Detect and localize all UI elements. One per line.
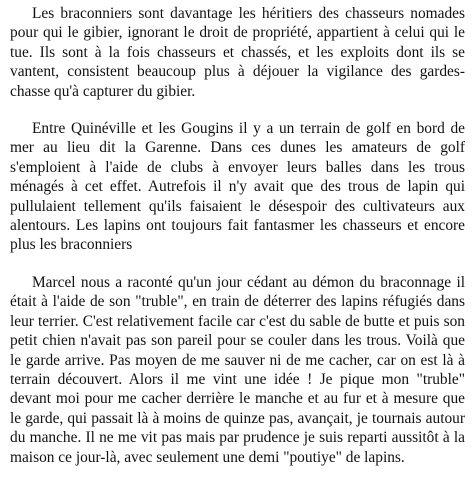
paragraph-braconniers: Les braconniers sont davantage les héritiers des chasseurs nomades pour qui le gibier, ignorant le droit de propriété, appartient à celui qui le tue. Ils sont à la fois chasseurs et chassés, et les exploits dont ils se vantent, consistent beaucoup plus à déjouer la vigilance des gardes-chasse qu'à capturer du gibier. [10,5,465,100]
paragraph-marcel-truble: Marcel nous a raconté qu'un jour cédant au démon du braconnage il était à l'aide de son "truble", en train de déterrer des lapins réfugiés dans leur terrier. C'est relativement facile car c'est du sable de butte et puis son petit chien n'avait pas son pareil pour se couler dans les trous. Voilà que le garde arrive. Pas moyen de me sauver ni de me cacher, car on est là à terrain découvert. Alors il me vint une idée ! Je pique mon "truble" devant moi pour me cacher derrière le manche et au fur et à mesure que le garde, qui passait là à moins de quinze pas, avançait, je tournais autour du manche. Il ne me vit pas mais par prudence je suis reparti aussitôt à la maison ce jour-là, avec seulement une demi "poutiye" de lapins. [10,273,465,466]
paragraph-golf-garenne: Entre Quinéville et les Gougins il y a un terrain de golf en bord de mer au lieu dit la Garenne. Dans ces dunes les amateurs de golf s'emploient à l'aide de clubs à envoyer leurs balles dans les trous ménagés à cet effet. Autrefois il n'y avait que des trous de lapin qui pullulaient tellement qu'ils faisaient le désespoir des cultivateurs aux alentours. Les lapins ont toujours fait fantasmer les chasseurs et encore plus les braconniers [10,120,465,254]
